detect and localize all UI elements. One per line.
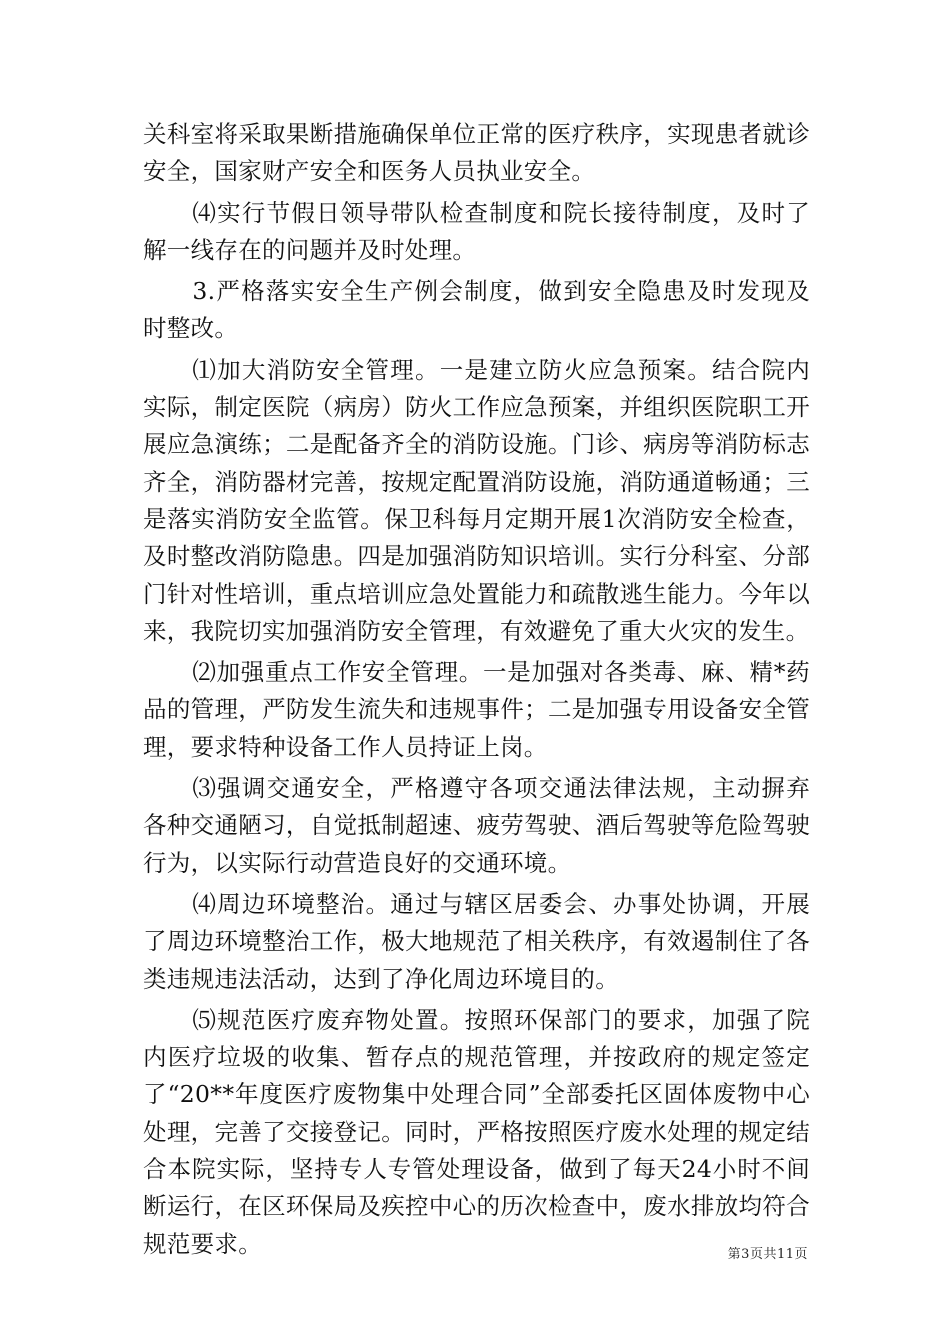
paragraph: 3.严格落实安全生产例会制度，做到安全隐患及时发现及时整改。 [143,277,810,343]
paragraph: ⑵加强重点工作安全管理。一是加强对各类毒、麻、精*药品的管理，严防发生流失和违规事件；二是加强专用设备安全管理，要求特种设备工作人员持证上岗。 [143,658,810,761]
page-number: 第3页共11页 [727,1247,808,1262]
paragraph: ⑴加大消防安全管理。一是建立防火应急预案。结合院内实际，制定医院（病房）防火工作应急预案，并组织医院职工开展应急演练；二是配备齐全的消防设施。门诊、病房等消防标志齐全，消防器材完善，按规定配置消防设施，消防通道畅通；三是落实消防安全监管。保卫科每月定期开展1次消防安全检查，及时整改消防隐患。四是加强消防知识培训。实行分科室、分部门针对性培训，重点培训应急处置能力和疏散逃生能力。今年以来，我院切实加强消防安全管理，有效避免了重大火灾的发生。 [143,355,810,645]
paragraph: ⑷实行节假日领导带队检查制度和院长接待制度，及时了解一线存在的问题并及时处理。 [143,198,810,264]
paragraph: ⑸规范医疗废弃物处置。按照环保部门的要求，加强了院内医疗垃圾的收集、暂存点的规范管理，并按政府的规定签定了“20**年度医疗废物集中处理合同”全部委托区固体废物中心处理，完善了交接登记。同时，严格按照医疗废水处理的规定结合本院实际，坚持专人专管处理设备，做到了每天24小时不间断运行，在区环保局及疾控中心的历次检查中，废水排放均符合规范要求。 [143,1005,810,1258]
document-body [143,116,810,1263]
paragraph: 关科室将采取果断措施确保单位正常的医疗秩序，实现患者就诊安全，国家财产安全和医务人员执业安全。 [143,120,810,186]
paragraph: ⑷周边环境整治。通过与辖区居委会、办事处协调，开展了周边环境整治工作，极大地规范了相关秩序，有效遏制住了各类违规违法活动，达到了净化周边环境目的。 [143,889,810,993]
paragraph: ⑶强调交通安全，严格遵守各项交通法律法规，主动摒弃各种交通陋习，自觉抵制超速、疲劳驾驶、酒后驾驶等危险驾驶行为，以实际行动营造良好的交通环境。 [143,774,810,877]
